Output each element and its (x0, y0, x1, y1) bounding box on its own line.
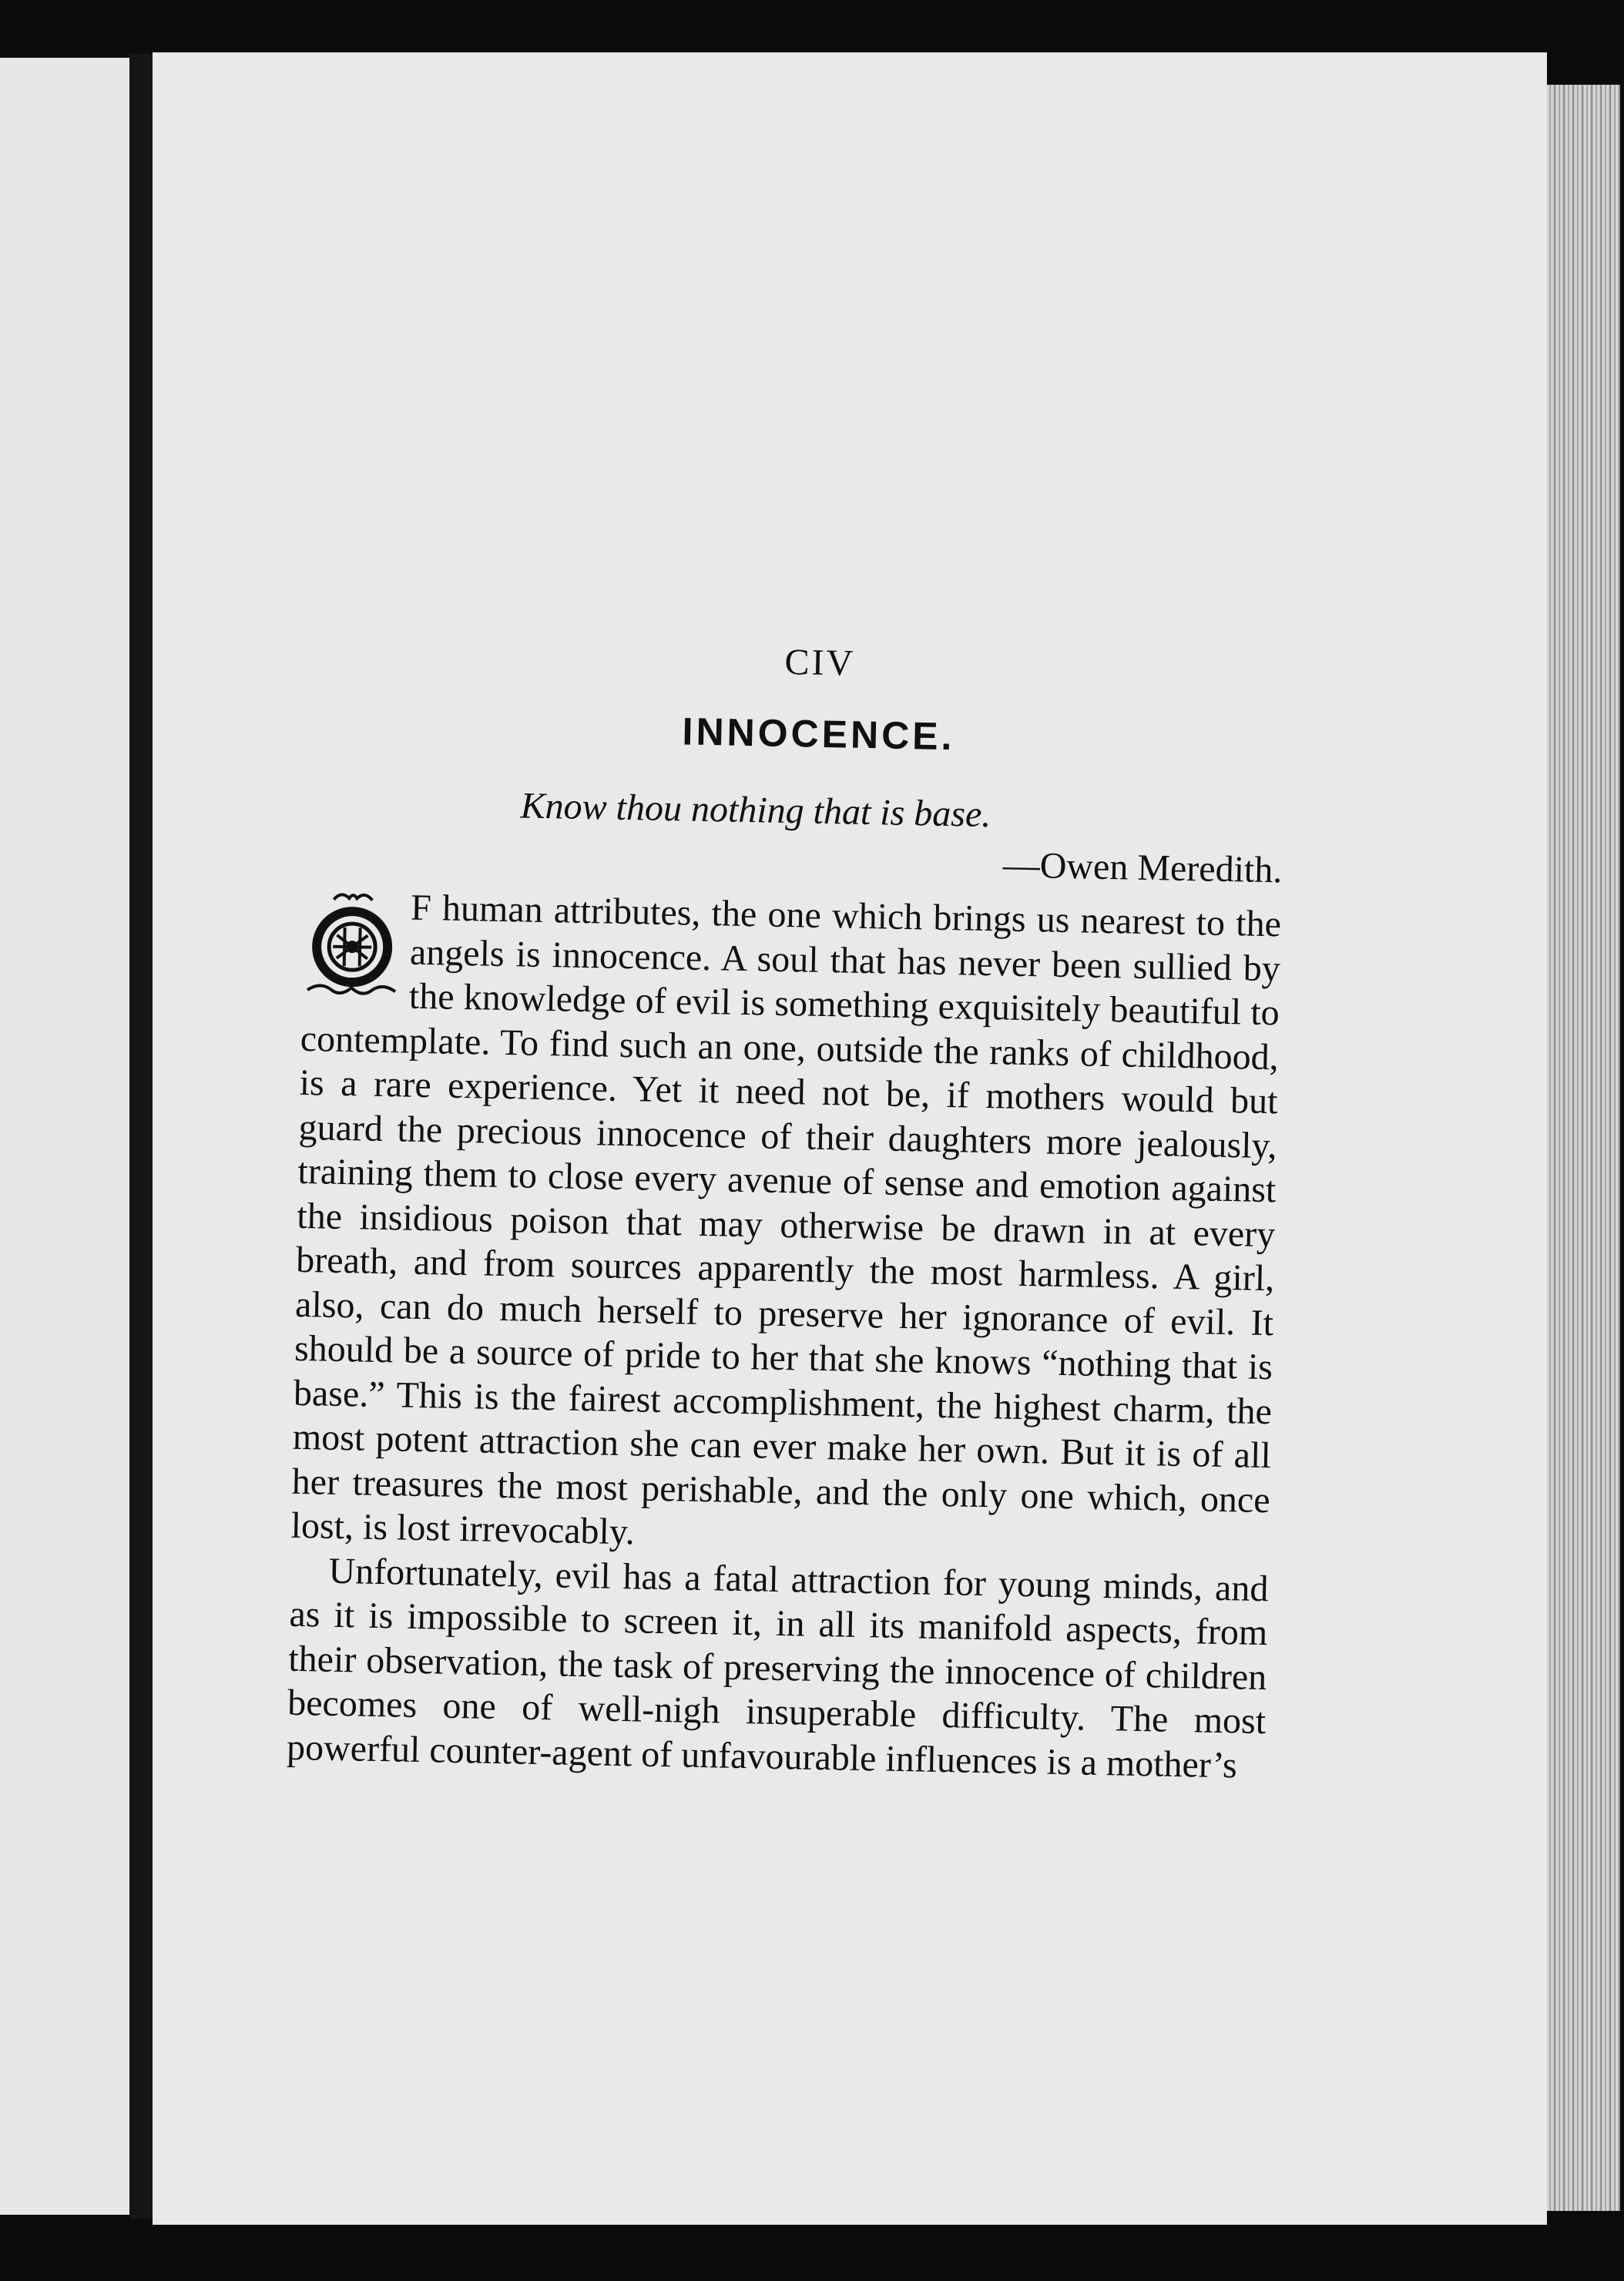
chapter-number: CIV (784, 641, 856, 684)
paragraph-1 (290, 884, 1281, 1567)
page-content (287, 632, 1287, 1788)
epigraph-attribution: —Owen Meredith. (1002, 844, 1283, 891)
epigraph: Know thou nothing that is base. (520, 785, 992, 836)
page-edges (1547, 85, 1620, 2211)
left-page (0, 58, 134, 2215)
chapter-title: INNOCENCE. (682, 709, 956, 759)
ornamental-initial-o-icon (301, 888, 404, 1005)
paragraph-1-text: F human attributes, the one which brings us nearest to the angels is innocence. A soul that has never been sullied by the knowledge of evil is something exquisitely beautiful to contemplate. To find such an one, outside the ranks of childhood, is a rare experience. Yet it need not be, if mothers would but guard the precious innocence of their daughters more jealously, training them to close every avenue of sense and emotion against the insidious poison that may otherwise be drawn in at every breath, and from sources apparently the most harmless. A girl, also, can do much herself to preserve her ignorance of evil. It should be a source of pride to her that she knows “nothing that is base.” This is the fairest accomplishment, the highest charm, the most potent attraction she can ever make her own. But it is of all her treasures the most perishable, and the only one which, once lost, is lost irrevocably. (290, 887, 1282, 1553)
drop-cap-letter: O (303, 887, 304, 889)
book-spine (129, 54, 153, 2219)
paragraph-2: Unfortunately, evil has a fatal attraction for young minds, and as it is impossible to screen it, in all its manifold aspects, from their observation, the task of preserving the innocence of children becomes one of well-nigh insuperable difficulty. The most powerful counter-agent of unfavourable influences is a mother’s (286, 1550, 1269, 1786)
